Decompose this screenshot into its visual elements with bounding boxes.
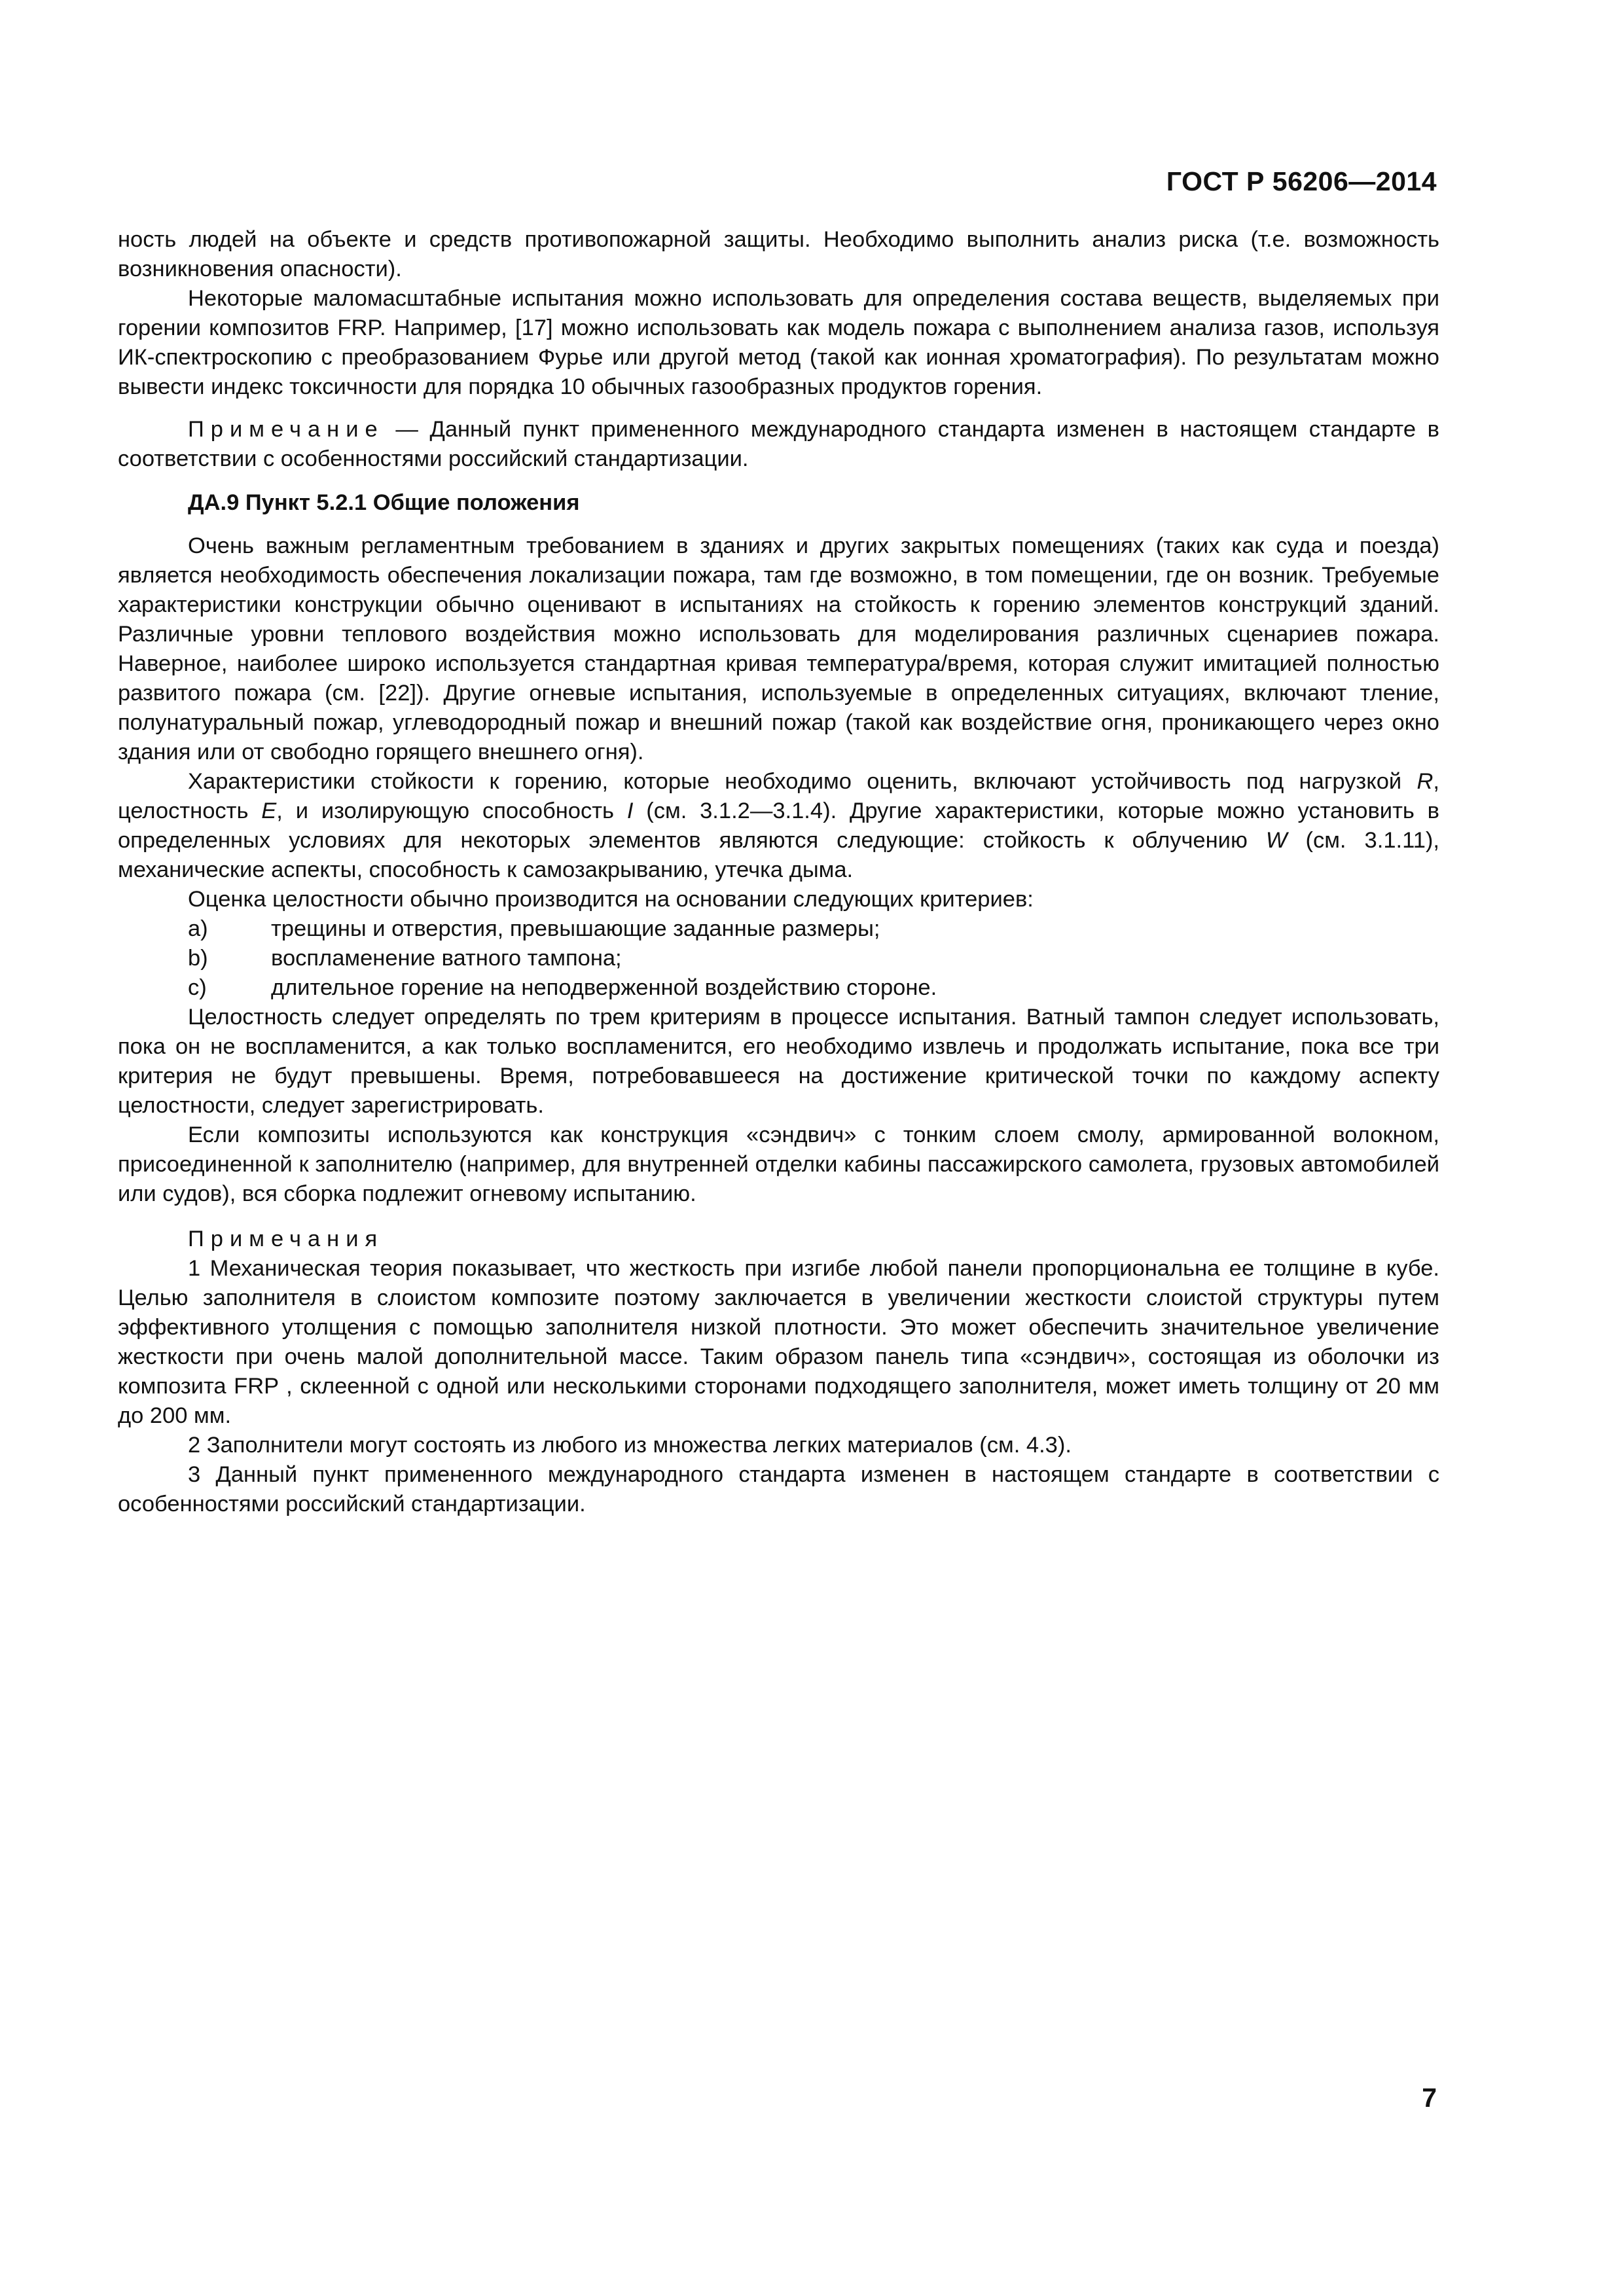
symbol-e: E — [261, 798, 277, 823]
paragraph-sandwich-composites: Если композиты используются как конструкция «сэндвич» с тонким слоем смолу, армированной волокном, присоединенной к заполнителю (например, для внутренней отделки кабины пассажирского самолета, грузовых автомобилей или судов), вся сборка подлежит огневому испытанию. — [118, 1122, 1439, 1206]
paragraph-continuation: ность людей на объекте и средств противопожарной защиты. Необходимо выполнить анализ риска (т.е. возможность возникновения опасности). — [118, 227, 1439, 281]
note-item-2: 2 Заполнители могут состоять из любого из множества легких материалов (см. 4.3). — [188, 1433, 1072, 1458]
text-span: Характеристики стойкости к горению, которые необходимо оценить, включают устойчивость под нагрузкой — [188, 769, 1417, 794]
paragraph-small-scale-tests: Некоторые маломасштабные испытания можно использовать для определения состава веществ, выделяемых при горении композитов FRP. Например, [17] можно использовать как модель пожара с выполнением анализа газов, используя ИК-спектроскопию с преобразованием Фурье или другой метод (такой как ионная хроматография). По результатам можно вывести индекс токсичности для порядка 10 обычных газообразных продуктов горения. — [118, 286, 1439, 399]
symbol-w: W — [1265, 828, 1288, 853]
list-text: трещины и отверстия, превышающие заданные размеры; — [271, 916, 880, 941]
symbol-r: R — [1416, 769, 1434, 794]
notes-label-text: Примечания — [188, 1227, 384, 1251]
text-span: , целостность — [118, 769, 1439, 823]
note-label: Примечание — [188, 417, 384, 442]
list-marker: c) — [188, 975, 207, 1000]
list-text: длительное горение на неподверженной воздействию стороне. — [271, 975, 937, 1000]
text-span: , и изолирующую способность — [276, 798, 627, 823]
note-item-3: 3 Данный пункт примененного международного стандарта изменен в настоящем стандарте в соответствии с особенностями российский стандартизации. — [118, 1462, 1439, 1516]
notes-label — [118, 1225, 1439, 1254]
paragraph-fire-localization: Очень важным регламентным требованием в зданиях и других закрытых помещениях (таких как суда и поезда) является необходимость обеспечения локализации пожара, там где возможно, в том помещении, где он возник. Требуемые характеристики конструкции обычно оценивают в испытаниях на стойкость к горению элементов конструкций зданий. Различные уровни теплового воздействия можно использовать для моделирования различных сценариев пожара. Наверное, наиболее широко используется стандартная кривая температура/время, которая служит имитацией полностью развитого пожара (см. [22]). Другие огневые испытания, используемые в определенных ситуациях, включают тление, полунатуральный пожар, углеводородный пожар и внешний пожар (такой как воздействие огня, проникающего через окно здания или от свободно горящего внешнего огня). — [118, 533, 1439, 764]
list-item — [118, 973, 1439, 1003]
symbol-i: I — [626, 798, 634, 823]
paragraph-integrity-criteria-intro: Оценка целостности обычно производится на основании следующих критериев: — [188, 887, 1034, 912]
page-number: 7 — [1422, 2083, 1437, 2113]
list-text: воспламенение ватного тампона; — [271, 946, 622, 971]
list-item — [118, 944, 1439, 973]
list-marker: b) — [188, 946, 208, 971]
list-marker: a) — [188, 916, 208, 941]
list-item — [118, 914, 1439, 944]
document-designation: ГОСТ Р 56206—2014 — [1166, 166, 1437, 196]
text-span: (см. 3.1.11), механические аспекты, способность к самозакрыванию, утечка дыма. — [118, 828, 1439, 882]
paragraph-fire-resistance-characteristics — [118, 767, 1439, 885]
text-span: (см. 3.1.2—3.1.4). Другие характеристики, которые можно установить в определенных условиях для некоторых элементов являются следующие: стойкость к облучению — [118, 798, 1440, 853]
document-body — [118, 225, 1439, 1519]
note-text: — Данный пункт примененного международного стандарта изменен в настоящем стандарте в соответствии с особенностями российский стандартизации. — [118, 417, 1439, 471]
section-heading: ДА.9 Пункт 5.2.1 Общие положения — [188, 490, 580, 515]
paragraph-integrity-determination: Целостность следует определять по трем критериям в процессе испытания. Ватный тампон следует использовать, пока он не воспламенится, а как только воспламенится, его необходимо извлечь и продолжать испытание, пока все три критерия не будут превышены. Время, потребовавшееся на достижение критической точки по каждому аспекту целостности, следует зарегистрировать. — [118, 1005, 1439, 1118]
note-item-1: 1 Механическая теория показывает, что жесткость при изгибе любой панели пропорциональна ее толщине в кубе. Целью заполнителя в слоистом композите поэтому заключается в увеличении жесткости слоистой структуры путем эффективного утолщения с помощью заполнителя низкой плотности. Это может обеспечить значительное увеличение жесткости при очень малой дополнительной массе. Таким образом панель типа «сэндвич», состоящая из оболочки из композита FRP , склеенной с одной или несколькими сторонами подходящего заполнителя, может иметь толщину от 20 мм до 200 мм. — [118, 1256, 1439, 1428]
note-paragraph — [118, 415, 1439, 474]
